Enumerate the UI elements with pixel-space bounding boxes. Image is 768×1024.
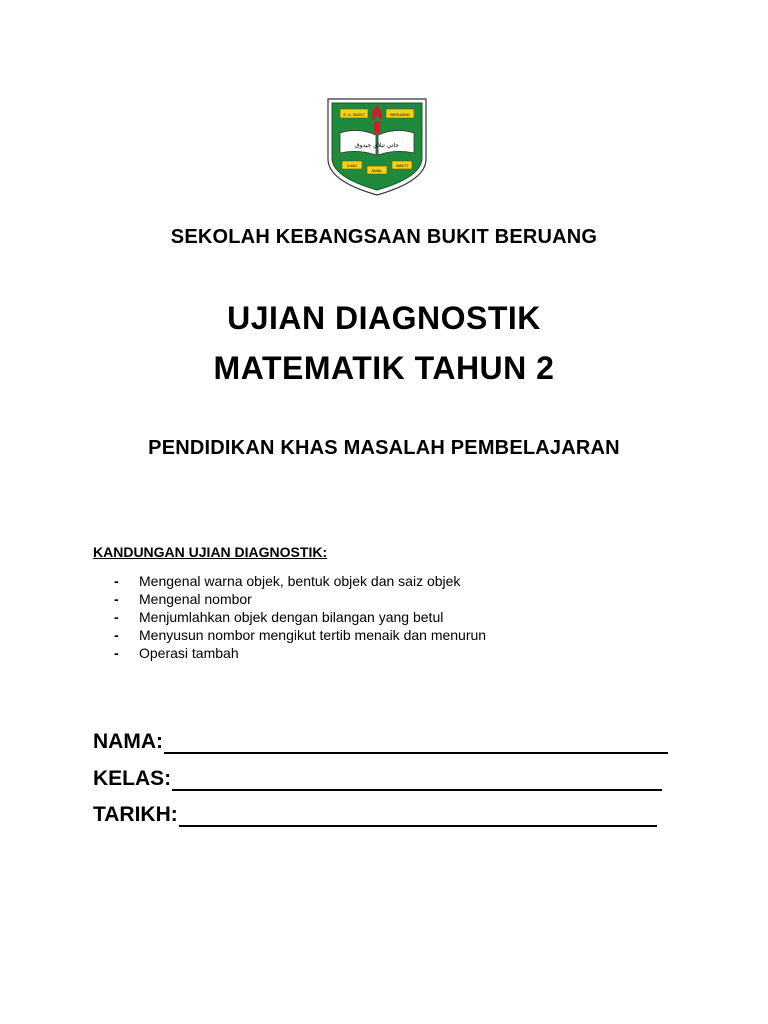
nama-label: NAMA: [93,730,163,753]
exam-title-line-2: MATEMATIK TAHUN 2 [213,350,555,386]
list-item [114,644,486,662]
list-item-text: Menyusun nombor mengikut tertib menaik dan menurun [139,627,487,643]
list-item-text: Operasi tambah [139,645,239,661]
tarikh-label: TARIKH: [93,803,178,826]
motto-script: جاتي تيلاي جيدوق [354,142,400,149]
list-item [114,626,486,644]
list-item-text: Mengenal nombor [139,591,252,607]
tarikh-field-row [93,799,657,827]
nama-blank-line[interactable] [164,730,668,754]
banner-left-text: S. K. BUKIT [343,112,365,117]
tarikh-blank-line[interactable] [179,803,657,827]
nama-field-row [93,726,668,754]
kelas-label: KELAS: [93,767,172,790]
list-bullet: - [114,609,119,625]
kelas-field-row [93,763,662,791]
list-item [114,590,486,608]
list-bullet: - [114,645,119,661]
program-subtitle: PENDIDIKAN KHAS MASALAH PEMBELAJARAN [148,437,620,459]
school-name: SEKOLAH KEBANGSAAN BUKIT BERUANG [170,226,598,248]
kelas-blank-line[interactable] [172,767,662,791]
scroll-1-text: ILMU [347,163,357,168]
scroll-2-text: AMAL [371,168,383,173]
list-item-text: Menjumlahkan objek dengan bilangan yang betul [139,609,444,625]
exam-title-line-1: UJIAN DIAGNOSTIK [227,300,541,336]
list-bullet: - [114,627,119,643]
banner-right-text: BERUANG [390,112,410,117]
list-item [114,572,486,590]
list-bullet: - [114,573,119,589]
list-item-text: Mengenal warna objek, bentuk objek dan saiz objek [139,573,461,589]
contents-heading: KANDUNGAN UJIAN DIAGNOSTIK: [93,544,328,560]
list-item [114,608,486,626]
torch-handle [374,121,380,133]
list-bullet: - [114,591,119,607]
contents-list [114,572,486,662]
scroll-3-text: BAKTI [396,163,408,168]
school-crest-logo [326,97,428,197]
